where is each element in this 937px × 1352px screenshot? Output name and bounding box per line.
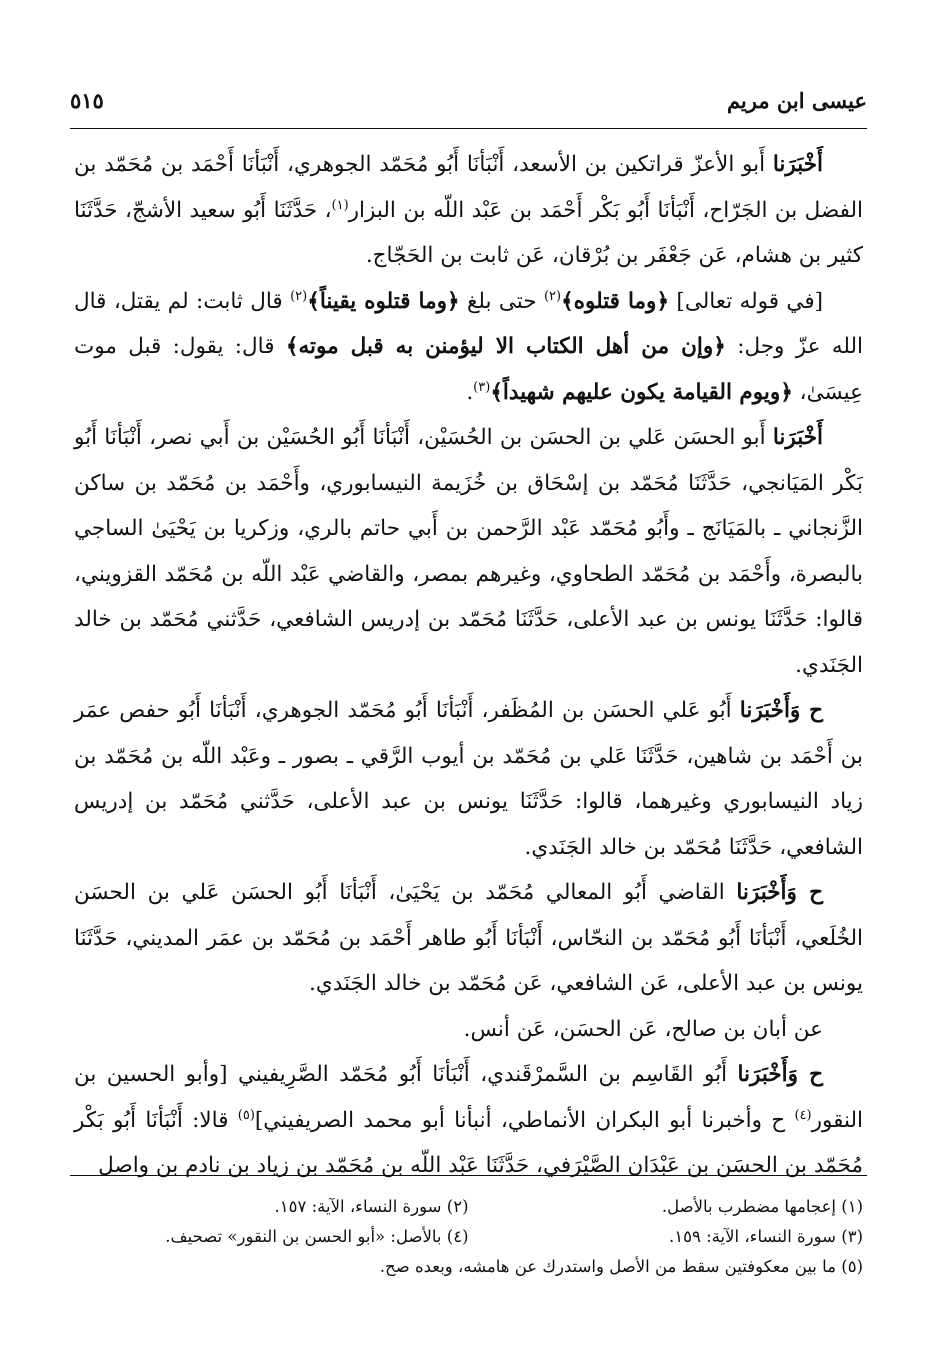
footnote-number: (٣) bbox=[841, 1227, 863, 1246]
header-rule bbox=[70, 128, 867, 129]
isnad-lead: أَخْبَرَنا bbox=[772, 152, 823, 177]
footnote-text: سورة النساء، الآية: ١٥٧. bbox=[274, 1197, 442, 1216]
footnote-text: ما بين معكوفتين سقط من الأصل واستدرك عن هامشه، وبعده صح. bbox=[379, 1257, 836, 1276]
isnad-lead: ح وَأَخْبَرَنا bbox=[736, 880, 823, 905]
paragraph-6 bbox=[74, 1007, 863, 1053]
paragraph-text: أَبُو عَلي الحسَن بن المُظَفر، أَنْبَأنَا أَبُو مُحَمّد الجوهري، أَنْبَأنَا أَبُو حفص عمَر بن أَحْمَد بن شاهين، حَدَّثَنَا عَلي بن مُحَمّد بن أيوب الرَّقي ـ بصور ـ وعَبْد اللّه بن مُحَمّد بن زياد النيسابوري وغيرهما، قالوا: حَدَّثَنَا يونس بن عبد الأعلى، حَدَّثني مُحَمّد بن إدريس الشافعي، حَدَّثَنَا مُحَمّد بن خالد الجَنَدي. bbox=[74, 698, 863, 860]
footnote-3 bbox=[469, 1222, 864, 1252]
paragraph-3 bbox=[74, 415, 863, 688]
footnote-ref: (٢) bbox=[290, 288, 308, 304]
paragraph-text: القاضي أَبُو المعالي مُحَمّد بن يَحْيَىٰ، أَنْبَأنَا أَبُو الحسَن عَلي بن الحسَن الخُلَعي، أَنْبَأنَا أَبُو مُحَمّد بن النحّاس، أَنْبَأنَا أَبُو طاهر أَحْمَد بن مُحَمّد بن عمَر المديني، حَدَّثَنَا يونس بن عبد الأعلى، عَن الشافعي، عَن مُحَمّد بن خالد الجَنَدي. bbox=[74, 880, 863, 996]
footnote-number: (١) bbox=[841, 1197, 863, 1216]
quran-quote: ﴿ويوم القيامة يكون عليهم شهيداً﴾ bbox=[490, 379, 793, 405]
footnote-ref: (٢) bbox=[543, 288, 562, 304]
paragraph-text: أَبُو القَاسِم بن السَّمرْقَندي، أَنْبَأنَا أَبُو مُحَمّد الصَّرِيفيني [وأبو الحسين بن النقور bbox=[74, 1062, 863, 1133]
isnad-lead: ح وَأَخْبَرَنا bbox=[737, 1062, 823, 1087]
paragraph-text: قال ثابت: لم يقتل، قال الله عزّ وجل: bbox=[74, 288, 864, 359]
paragraph-7 bbox=[74, 1052, 863, 1189]
footnote-row bbox=[74, 1222, 863, 1252]
quran-quote: ﴿وما قتلوه يقيناً﴾ bbox=[307, 288, 460, 314]
footnote-row bbox=[74, 1192, 863, 1222]
page-number: ٥١٥ bbox=[70, 88, 104, 113]
paragraph-1 bbox=[74, 142, 863, 279]
footnote-ref: (١) bbox=[331, 197, 349, 213]
paragraph-text: أَبو الحسَن عَلي بن الحسَن بن الحُسَيْن، أَنْبَأنَا أَبُو الحُسَيْن بن أَبي نصر، أَنْبَأنَا أَبُو بَكْر المَيَانجي، حَدَّثَنَا مُحَمّد بن إسْحَاق بن خُزَيمة النيسابوري، وأَحْمَد بن مُحَمّد بن ساكن الزَّنجاني ـ بالمَيَانَج ـ وأَبُو مُحَمّد عَبْد الرَّحمن بن أَبي حاتم بالري، وزكريا بن يَحْيَىٰ الساجي بالبصرة، وأَحْمَد بن مُحَمّد الطحاوي، وغيرهم بمصر، والقاضي عَبْد اللّه بن مُحَمّد القزويني، قالوا: حَدَّثَنَا يونس بن عبد الأعلى، حَدَّثَنَا مُحَمّد بن إدريس الشافعي، حَدَّثني مُحَمّد بن خالد الجَنَدي. bbox=[74, 425, 863, 678]
footnotes bbox=[74, 1192, 863, 1282]
footnote-number: (٢) bbox=[446, 1197, 469, 1216]
paragraph-text: حتى بلغ bbox=[459, 288, 544, 314]
paragraph-text: قالا: أَنْبَأنَا أَبُو بَكْر مُحَمّد بن الحسَن بن عَبْدَان الصَّيْرَفي، حَدَّثَنَا عَبْد اللّه بن مُحَمّد بن زياد بن نادم بن واصل bbox=[74, 1107, 863, 1178]
paragraph-2 bbox=[74, 279, 863, 416]
footnote-ref: (٣) bbox=[473, 379, 491, 395]
footnote-number: (٥) bbox=[841, 1257, 863, 1276]
paragraph-text: قال: يقول: قبل موت عِيسَىٰ، bbox=[74, 334, 863, 405]
footnote-text: سورة النساء، الآية: ١٥٩. bbox=[669, 1227, 836, 1246]
running-title: عيسى ابن مريم bbox=[726, 88, 867, 113]
isnad-lead: أَخْبَرَنا bbox=[772, 425, 823, 450]
footnote-2 bbox=[74, 1192, 469, 1222]
page-header bbox=[70, 84, 867, 124]
footnote-number: (٤) bbox=[446, 1227, 469, 1246]
main-text bbox=[74, 142, 863, 1189]
paragraph-text: ح وأخبرنا أبو البكران الأنماطي، أنبأنا أبو محمد الصريفيني] bbox=[254, 1107, 795, 1133]
footnote-1 bbox=[469, 1192, 864, 1222]
footnote-ref: (٤) bbox=[794, 1107, 812, 1123]
footnote-ref: (٥) bbox=[237, 1107, 255, 1123]
footnote-text: إعجامها مضطرب بالأصل. bbox=[661, 1197, 836, 1216]
footnote-5 bbox=[74, 1252, 863, 1282]
paragraph-text: ، حَدَّثَنَا أَبُو سعيد الأشجّ، حَدَّثَنَا كثير بن هشام، عَن جَعْفَر بن بُرْقان، عَن ثابت بن الحَجّاج. bbox=[74, 197, 863, 268]
footnote-text: بالأصل: «أبو الحسن بن النقور» تصحيف. bbox=[165, 1227, 442, 1246]
quran-quote: ﴿وإن من أهل الكتاب الا ليؤمنن به قبل موته﴾ bbox=[285, 334, 726, 359]
paragraph-text: عن أبان بن صالح، عَن الحسَن، عَن أنس. bbox=[463, 1016, 823, 1042]
footnote-row bbox=[74, 1252, 863, 1282]
paragraph-text: . bbox=[466, 379, 474, 405]
paragraph-4 bbox=[74, 688, 863, 870]
paragraph-text: [في قوله تعالى] bbox=[669, 288, 823, 314]
footnote-4 bbox=[74, 1222, 469, 1252]
paragraph-5 bbox=[74, 870, 863, 1007]
paragraph-text: أَبو الأعزّ قراتكين بن الأسعد، أَنْبَأنَا أَبُو مُحَمّد الجوهري، أَنْبَأنَا أَحْمَد بن مُحَمّد بن الفضل بن الجَرّاح، أَنْبَأنَا أَبُو بَكْر أَحْمَد بن عَبْد اللّه بن البزار bbox=[74, 152, 864, 223]
quran-quote: ﴿وما قتلوه﴾ bbox=[561, 288, 670, 314]
isnad-lead: ح وَأَخْبَرَنا bbox=[739, 698, 823, 723]
footnote-rule bbox=[70, 1175, 867, 1176]
